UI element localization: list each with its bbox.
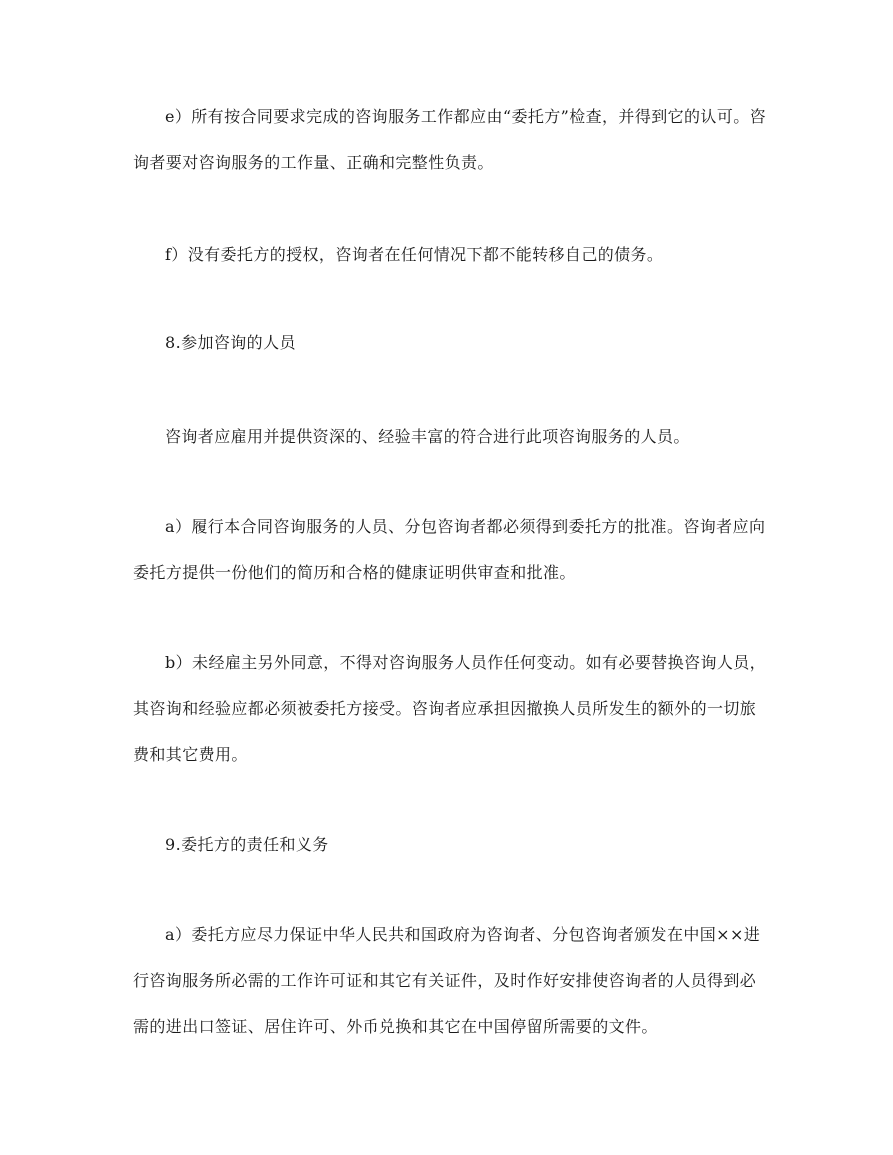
section-heading-8: 8.参加咨询的人员 bbox=[165, 333, 296, 352]
paragraph-b-changes: b）未经雇主另外同意，不得对咨询服务人员作任何变动。如有必要替换咨询人员，其咨询和经验应都必须被委托方接受。咨询者应承担因撤换人员所发生的额外的一切旅费和其它费用。 bbox=[133, 653, 767, 764]
paragraph-a-client-duties: a）委托方应尽力保证中华人民共和国政府为咨询者、分包咨询者颁发在中国××进行咨询服务所必需的工作许可证和其它有关证件，及时作好安排使咨询者的人员得到必需的进出口签证、居住许可、外币兑换和其它在中国停留所需要的文件。 bbox=[133, 925, 761, 1036]
paragraph-personnel-intro: 咨询者应雇用并提供资深的、经验丰富的符合进行此项咨询服务的人员。 bbox=[165, 427, 690, 446]
paragraph-f-no-transfer: f）没有委托方的授权，咨询者在任何情况下都不能转移自己的债务。 bbox=[165, 245, 664, 264]
paragraph-a-approval: a）履行本合同咨询服务的人员、分包咨询者都必须得到委托方的批准。咨询者应向委托方提供一份他们的简历和合格的健康证明供审查和批准。 bbox=[133, 517, 766, 582]
paragraph-e-acceptance: e）所有按合同要求完成的咨询服务工作都应由“委托方”检查，并得到它的认可。咨询者要对咨询服务的工作量、正确和完整性负责。 bbox=[133, 107, 767, 172]
section-heading-9: 9.委托方的责任和义务 bbox=[165, 835, 329, 854]
